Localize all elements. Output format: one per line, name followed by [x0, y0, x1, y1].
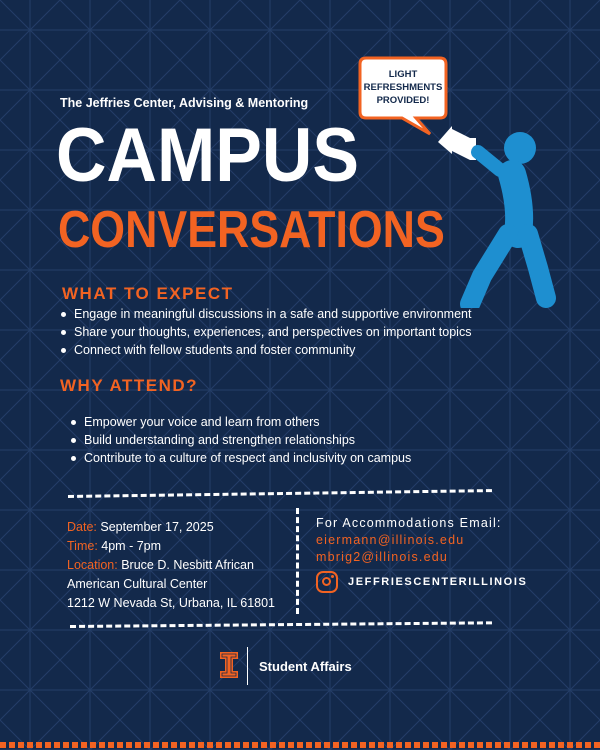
- dashed-divider-vertical: [296, 508, 299, 614]
- email-link-1[interactable]: eiermann@illinois.edu: [316, 533, 465, 547]
- bubble-line3: PROVIDED!: [376, 95, 430, 106]
- event-details: [67, 518, 275, 613]
- accommodations-contact: [316, 515, 502, 566]
- title-conversations: CONVERSATIONS: [58, 201, 445, 259]
- location-label: Location:: [67, 558, 118, 572]
- megaphone-person-icon: [430, 108, 560, 308]
- student-affairs-label: Student Affairs: [259, 659, 352, 674]
- title-campus: CAMPUS: [56, 113, 360, 198]
- organization-name: The Jeffries Center, Advising & Mentoring: [60, 96, 309, 110]
- bubble-line2: REFRESHMENTS: [363, 82, 443, 93]
- email-link-2[interactable]: mbrig2@illinois.edu: [316, 550, 449, 564]
- date-value: September 17, 2025: [100, 520, 214, 534]
- list-item: Engage in meaningful discussions in a safe and supportive environment: [60, 305, 471, 323]
- list-item: Connect with fellow students and foster community: [60, 341, 471, 359]
- time-label: Time:: [67, 539, 98, 553]
- bottom-dashed-border: [0, 740, 600, 750]
- location-line2: American Cultural Center: [67, 577, 208, 591]
- instagram-handle[interactable]: JEFFRIESCENTERILLINOIS: [348, 576, 528, 588]
- date-label: Date:: [67, 520, 97, 534]
- what-to-expect-list: [60, 305, 471, 359]
- footer-divider: [247, 647, 248, 685]
- bubble-line1: LIGHT: [388, 69, 418, 80]
- what-to-expect-heading: WHAT TO EXPECT: [62, 284, 234, 303]
- accommodations-heading: For Accommodations Email:: [316, 516, 502, 530]
- why-attend-heading: WHY ATTEND?: [60, 376, 199, 395]
- location-line1: Bruce D. Nesbitt African: [121, 558, 254, 572]
- instagram-icon[interactable]: [316, 571, 338, 593]
- location-line3: 1212 W Nevada St, Urbana, IL 61801: [67, 596, 276, 610]
- list-item: Build understanding and strengthen relationships: [70, 431, 411, 449]
- list-item: Share your thoughts, experiences, and perspectives on important topics: [60, 323, 471, 341]
- list-item: Empower your voice and learn from others: [70, 413, 411, 431]
- list-item: Contribute to a culture of respect and inclusivity on campus: [70, 449, 411, 467]
- why-attend-list: [70, 413, 411, 467]
- time-value: 4pm - 7pm: [101, 539, 162, 553]
- illinois-block-i-icon: [220, 652, 238, 678]
